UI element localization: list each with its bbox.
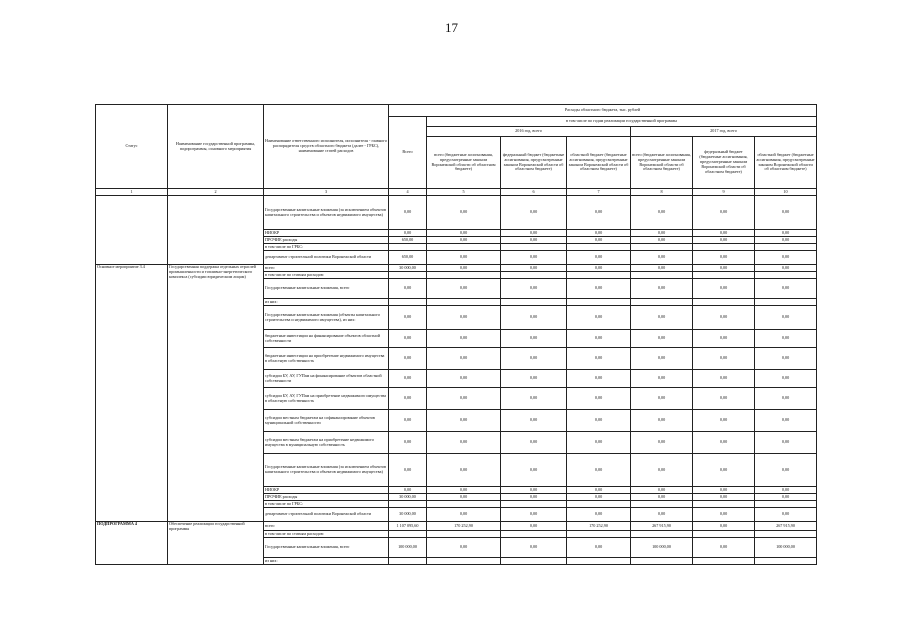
row-status: Основное мероприятие 3.4: [96, 265, 168, 522]
row-value: 0,00: [427, 487, 501, 494]
row-value: 100 000,00: [631, 538, 693, 558]
row-value: 0,00: [427, 265, 501, 272]
row-value: [501, 558, 567, 565]
row-value: 0,00: [693, 306, 755, 330]
row-value: [567, 272, 631, 279]
row-value: 0,00: [427, 410, 501, 432]
col-num: 2: [168, 189, 264, 196]
row-value: [501, 299, 567, 306]
row-value: 0,00: [693, 487, 755, 494]
row-value: 0,00: [693, 508, 755, 522]
row-value: 0,00: [389, 348, 427, 370]
row-value: 0,00: [427, 230, 501, 237]
row-value: 0,00: [501, 348, 567, 370]
row-value: 0,00: [631, 330, 693, 348]
row-value: 0,00: [693, 279, 755, 299]
row-value: 0,00: [631, 348, 693, 370]
row-value: [631, 244, 693, 251]
row-value: [389, 531, 427, 538]
row-value: 0,00: [501, 230, 567, 237]
row-value: 0,00: [501, 196, 567, 230]
row-label: из них:: [264, 299, 389, 306]
col-num: 1: [96, 189, 168, 196]
row-value: 0,00: [755, 330, 817, 348]
row-value: [567, 531, 631, 538]
row-value: 0,00: [755, 306, 817, 330]
row-value: 0,00: [389, 388, 427, 410]
row-value: 0,00: [631, 487, 693, 494]
col-num: 4: [389, 189, 427, 196]
row-label: Государственные капитальные вложения (за исключением объектов капитального строительства и объектов недвижимого имущества): [264, 454, 389, 487]
row-value: 0,00: [755, 237, 817, 244]
row-value: [693, 272, 755, 279]
row-value: 0,00: [693, 522, 755, 531]
row-label: Государственные капитальные вложения, всего: [264, 279, 389, 299]
row-value: 0,00: [389, 196, 427, 230]
row-value: 0,00: [567, 508, 631, 522]
row-value: 0,00: [693, 432, 755, 454]
row-label: субсидии местным бюджетам на приобретение недвижимого имущества в муниципальную собственность: [264, 432, 389, 454]
col-num: 10: [755, 189, 817, 196]
row-value: 0,00: [567, 279, 631, 299]
row-value: [755, 299, 817, 306]
row-label: из них:: [264, 558, 389, 565]
row-value: 0,00: [567, 265, 631, 272]
row-value: [501, 244, 567, 251]
row-value: 0,00: [567, 370, 631, 388]
row-value: 0,00: [567, 348, 631, 370]
row-label: Государственные капитальные вложения (объекты капитального строительства и недвижимого имущества), из них:: [264, 306, 389, 330]
col-num: 7: [567, 189, 631, 196]
row-label: Государственные капитальные вложения, всего: [264, 538, 389, 558]
row-value: 100 000,00: [755, 538, 817, 558]
row-label: НИОКР: [264, 230, 389, 237]
row-value: 0,00: [755, 494, 817, 501]
row-label: НИОКР: [264, 487, 389, 494]
row-program-name: Государственная поддержка отдельных отраслей промышленности и топливно-энергетического комплекса (субсидии юридическим лицам): [168, 265, 264, 522]
row-value: 0,00: [427, 306, 501, 330]
row-value: 267 915,90: [631, 522, 693, 531]
row-value: 0,00: [755, 370, 817, 388]
header-col-federal-2017: федеральный бюджет (бюджетные ассигнования, предусмотренные законом Воронежской области об областном бюджете): [693, 137, 755, 189]
row-value: [427, 244, 501, 251]
row-value: 0,00: [693, 538, 755, 558]
row-value: 0,00: [501, 388, 567, 410]
row-value: 0,00: [427, 196, 501, 230]
row-value: 0,00: [631, 230, 693, 237]
row-value: 0,00: [501, 494, 567, 501]
header-year-2016: 2016 год, всего: [427, 127, 631, 137]
row-value: 0,00: [501, 279, 567, 299]
row-value: 100 000,00: [389, 538, 427, 558]
row-value: [389, 501, 427, 508]
header-year-2017: 2017 год, всего: [631, 127, 817, 137]
row-value: [567, 501, 631, 508]
row-label: департамент строительной политики Воронежской области: [264, 508, 389, 522]
header-status: Статус: [96, 105, 168, 189]
row-value: 0,00: [389, 370, 427, 388]
row-value: 0,00: [389, 454, 427, 487]
row-value: 0,00: [427, 348, 501, 370]
row-value: 0,00: [567, 487, 631, 494]
row-value: [693, 558, 755, 565]
row-label: ПРОЧИЕ расходы: [264, 237, 389, 244]
row-value: 0,00: [567, 230, 631, 237]
row-value: 0,00: [693, 230, 755, 237]
row-value: [755, 272, 817, 279]
row-value: 30 000,00: [389, 494, 427, 501]
row-label: бюджетные инвестиции на финансирование объектов областной собственности: [264, 330, 389, 348]
row-value: 0,00: [501, 432, 567, 454]
col-num: 6: [501, 189, 567, 196]
row-value: 0,00: [501, 454, 567, 487]
row-value: 30 000,00: [389, 265, 427, 272]
row-value: 0,00: [755, 487, 817, 494]
row-value: 0,00: [389, 230, 427, 237]
row-value: 0,00: [693, 265, 755, 272]
row-value: 0,00: [631, 196, 693, 230]
row-value: 0,00: [501, 538, 567, 558]
table-row: [96, 196, 817, 230]
row-value: 0,00: [501, 508, 567, 522]
header-col-regional-2016: областной бюджет (бюджетные ассигнования, предусмотренные законом Воронежской области об областном бюджете): [567, 137, 631, 189]
row-value: 0,00: [631, 306, 693, 330]
row-value: 0,00: [501, 251, 567, 265]
row-value: 0,00: [755, 196, 817, 230]
row-value: 0,00: [693, 196, 755, 230]
row-value: 0,00: [389, 410, 427, 432]
row-value: 0,00: [693, 237, 755, 244]
row-value: [755, 531, 817, 538]
header-col-regional-2017: областной бюджет (бюджетные ассигнования, предусмотренные законом Воронежской области об областном бюджете): [755, 137, 817, 189]
row-value: [389, 244, 427, 251]
row-value: 0,00: [631, 265, 693, 272]
row-value: [693, 299, 755, 306]
row-value: [631, 299, 693, 306]
row-value: 0,00: [567, 410, 631, 432]
header-expenses-title: Расходы областного бюджета, тыс. рублей: [389, 105, 817, 117]
row-value: 650,00: [389, 237, 427, 244]
row-value: 0,00: [693, 410, 755, 432]
row-value: 0,00: [427, 251, 501, 265]
header-by-years: в том числе по годам реализации государственной программы: [427, 117, 817, 127]
header-col-federal-2016: федеральный бюджет (бюджетные ассигнования, предусмотренные законом Воронежской области об областном бюджете): [501, 137, 567, 189]
row-value: 0,00: [567, 330, 631, 348]
row-value: [631, 558, 693, 565]
row-label: всего: [264, 265, 389, 272]
row-value: 650,00: [389, 251, 427, 265]
row-label: субсидии БУ, АУ, ГУПам на финансирование объектов областной собственности: [264, 370, 389, 388]
row-value: 267 915,90: [755, 522, 817, 531]
row-value: [427, 531, 501, 538]
row-value: [427, 558, 501, 565]
row-label: всего: [264, 522, 389, 531]
row-value: 0,00: [693, 370, 755, 388]
row-value: [755, 558, 817, 565]
row-value: [427, 501, 501, 508]
row-value: 0,00: [567, 432, 631, 454]
row-value: 0,00: [501, 370, 567, 388]
row-label: Государственные капитальные вложения (за исключением объектов капитального строительства и объектов недвижимого имущества): [264, 196, 389, 230]
row-value: [389, 558, 427, 565]
row-value: 0,00: [631, 370, 693, 388]
row-value: 0,00: [501, 237, 567, 244]
row-label: в том числе по ГРБС:: [264, 244, 389, 251]
row-value: 0,00: [501, 265, 567, 272]
row-value: 0,00: [501, 410, 567, 432]
row-label: департамент строительной политики Воронежской области: [264, 251, 389, 265]
row-value: 170 252,90: [567, 522, 631, 531]
row-value: 0,00: [693, 251, 755, 265]
row-value: 0,00: [567, 538, 631, 558]
row-value: 0,00: [501, 487, 567, 494]
row-value: [693, 501, 755, 508]
row-value: 0,00: [567, 454, 631, 487]
row-value: 0,00: [427, 370, 501, 388]
row-value: 0,00: [389, 487, 427, 494]
row-value: 0,00: [755, 454, 817, 487]
row-value: 0,00: [755, 388, 817, 410]
row-value: 0,00: [631, 508, 693, 522]
row-value: 0,00: [567, 494, 631, 501]
row-value: 0,00: [427, 538, 501, 558]
header-col-total-2016: всего (бюджетные ассигнования, предусмотренные законом Воронежской области об областном бюджете): [427, 137, 501, 189]
row-value: 1 107 095,60: [389, 522, 427, 531]
row-value: 0,00: [631, 432, 693, 454]
row-value: [755, 244, 817, 251]
row-value: 0,00: [427, 237, 501, 244]
row-value: 0,00: [631, 410, 693, 432]
row-value: 0,00: [631, 251, 693, 265]
row-label: ПРОЧИЕ расходы: [264, 494, 389, 501]
row-value: 0,00: [693, 494, 755, 501]
row-value: 0,00: [567, 388, 631, 410]
row-value: 0,00: [693, 330, 755, 348]
row-value: [427, 272, 501, 279]
row-label: в том числе по статьям расходов:: [264, 272, 389, 279]
row-value: [389, 299, 427, 306]
row-value: [389, 272, 427, 279]
row-value: 0,00: [389, 279, 427, 299]
row-value: 0,00: [755, 265, 817, 272]
header-total: Всего: [389, 117, 427, 189]
row-value: [567, 299, 631, 306]
col-num: 5: [427, 189, 501, 196]
row-value: [631, 531, 693, 538]
table-body: [96, 196, 817, 565]
header-program-name: Наименование государственной программы, подпрограммы, основного мероприятия: [168, 105, 264, 189]
row-label: в том числе по ГРБС:: [264, 501, 389, 508]
row-value: 0,00: [427, 494, 501, 501]
row-value: 0,00: [631, 388, 693, 410]
row-label: бюджетные инвестиции на приобретение недвижимого имущества в областную собственность: [264, 348, 389, 370]
row-value: [755, 501, 817, 508]
row-value: 0,00: [755, 508, 817, 522]
row-value: 0,00: [693, 454, 755, 487]
page-number: 17: [445, 20, 458, 35]
row-value: [501, 272, 567, 279]
row-value: [567, 558, 631, 565]
row-value: [631, 272, 693, 279]
row-value: 0,00: [389, 330, 427, 348]
row-value: 0,00: [755, 251, 817, 265]
row-label: субсидии БУ, АУ, ГУПам на приобретение недвижимого имущества в областную собственность: [264, 388, 389, 410]
table-row: [96, 522, 817, 531]
row-value: 0,00: [567, 196, 631, 230]
row-value: 0,00: [427, 388, 501, 410]
row-status: [96, 196, 168, 265]
row-value: 0,00: [427, 330, 501, 348]
row-value: 0,00: [501, 330, 567, 348]
row-value: 0,00: [631, 454, 693, 487]
row-status: ПОДПРОГРАММА 4: [96, 522, 168, 565]
row-value: 0,00: [693, 388, 755, 410]
col-num: 8: [631, 189, 693, 196]
row-value: [501, 531, 567, 538]
row-value: 170 252,90: [427, 522, 501, 531]
row-program-name: Обеспечение реализации государственной программы: [168, 522, 264, 565]
row-value: 0,00: [427, 454, 501, 487]
row-value: 0,00: [567, 237, 631, 244]
row-value: 0,00: [427, 279, 501, 299]
col-num: 9: [693, 189, 755, 196]
row-value: [631, 501, 693, 508]
col-num: 3: [264, 189, 389, 196]
row-value: [567, 244, 631, 251]
row-value: [693, 531, 755, 538]
row-value: 0,00: [631, 279, 693, 299]
row-value: [501, 501, 567, 508]
row-value: 0,00: [501, 306, 567, 330]
row-value: 0,00: [631, 494, 693, 501]
row-program-name: [168, 196, 264, 265]
row-value: 0,00: [389, 306, 427, 330]
row-label: в том числе по статьям расходов:: [264, 531, 389, 538]
row-value: [427, 299, 501, 306]
row-value: 0,00: [427, 508, 501, 522]
header-col-total-2017: всего (бюджетные ассигнования, предусмотренные законом Воронежской области об областном бюджете): [631, 137, 693, 189]
row-label: субсидии местным бюджетам на софинансирование объектов муниципальной собственности: [264, 410, 389, 432]
row-value: [693, 244, 755, 251]
row-value: 0,00: [755, 348, 817, 370]
row-value: 0,00: [755, 230, 817, 237]
row-value: 0,00: [427, 432, 501, 454]
row-value: 0,00: [693, 348, 755, 370]
row-value: 0,00: [755, 410, 817, 432]
header-executor: Наименование ответственного исполнителя, исполнителя - главного распорядителя средств областного бюджета (далее - ГРБС), наименование статей расходов: [264, 105, 389, 189]
row-value: 30 000,00: [389, 508, 427, 522]
row-value: 0,00: [389, 432, 427, 454]
row-value: 0,00: [631, 237, 693, 244]
budget-table: [95, 104, 817, 565]
row-value: 0,00: [567, 251, 631, 265]
table-row: [96, 265, 817, 272]
row-value: 0,00: [567, 306, 631, 330]
row-value: 0,00: [755, 432, 817, 454]
row-value: 0,00: [501, 522, 567, 531]
row-value: 0,00: [755, 279, 817, 299]
